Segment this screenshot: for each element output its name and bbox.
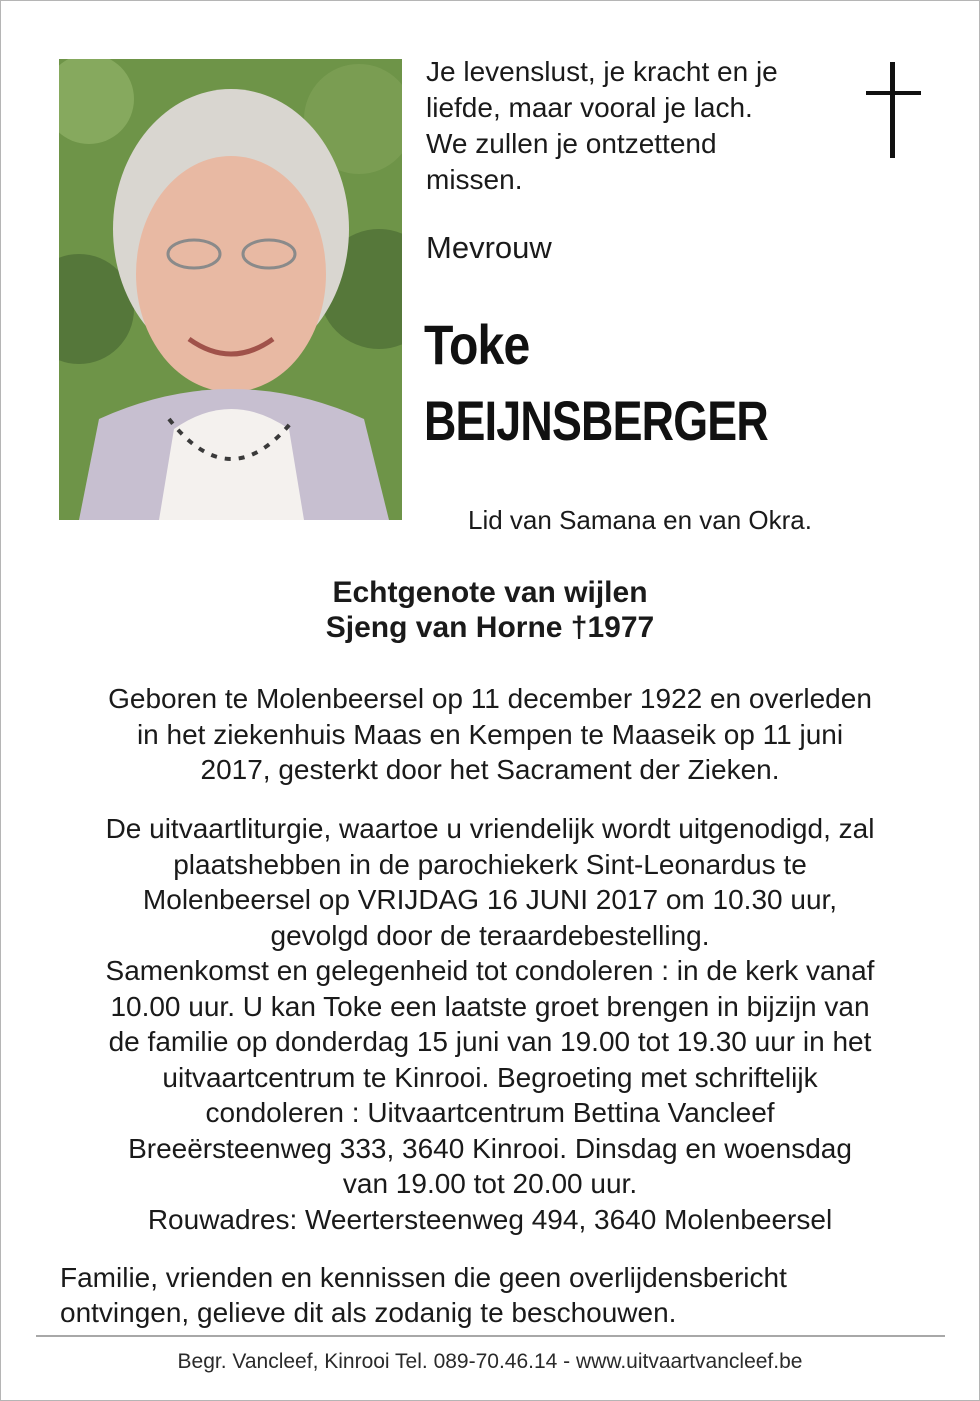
portrait-photo — [59, 59, 402, 520]
quote-line: Je levenslust, je kracht en je — [426, 56, 778, 87]
text-line: De uitvaartliturgie, waartoe u vriendelijk wordt uitgenodigd, zal — [105, 813, 875, 844]
deceased-first-name: Toke — [424, 313, 530, 376]
footer-divider — [36, 1335, 945, 1337]
text-line: Familie, vrienden en kennissen die geen overlijdensbericht — [60, 1262, 787, 1293]
closing-note — [60, 1260, 787, 1330]
quote-line: We zullen je ontzettend — [426, 128, 717, 159]
quote-line: missen. — [426, 164, 523, 195]
text-line: uitvaartcentrum te Kinrooi. Begroeting met schriftelijk — [162, 1061, 818, 1093]
birth-death-paragraph — [40, 681, 940, 788]
text-line: Rouwadres: Weertersteenweg 494, 3640 Molenbeersel — [147, 1203, 833, 1235]
text-line: Samenkomst en gelegenheid tot condoleren : in de kerk vanaf — [105, 955, 875, 986]
text-line: gevolgd door de teraardebestelling. — [270, 919, 710, 951]
text-line: Molenbeersel op VRIJDAG 16 JUNI 2017 om 10.30 uur, — [142, 884, 838, 915]
text-line: Geboren te Molenbeersel op 11 december 1922 en overleden — [108, 683, 872, 714]
funeral-home-footer: Begr. Vancleef, Kinrooi Tel. 089-70.46.14 - www.uitvaartvancleef.be — [177, 1350, 803, 1373]
funeral-details-paragraph — [40, 811, 940, 1237]
text-line: in het ziekenhuis Maas en Kempen te Maaseik op 11 juni — [136, 718, 844, 750]
text-line: plaatshebben in de parochiekerk Sint-Leonardus te — [173, 848, 807, 880]
quote-line: liefde, maar vooral je lach. — [426, 92, 753, 123]
text-line: van 19.00 tot 20.00 uur. — [342, 1168, 638, 1199]
spouse-line: Echtgenote van wijlen — [332, 576, 648, 609]
deceased-last-name: BEIJNSBERGER — [424, 389, 768, 452]
text-line: ontvingen, gelieve dit als zodanig te beschouwen. — [60, 1297, 677, 1328]
text-line: condoleren : Uitvaartcentrum Bettina Vancleef — [205, 1097, 775, 1128]
text-line: de familie op donderdag 15 juni van 19.00 tot 19.30 uur in het — [108, 1026, 872, 1057]
spouse-block — [0, 575, 980, 645]
text-line: 2017, gesterkt door het Sacrament der Zieken. — [200, 754, 780, 785]
membership-note: Lid van Samana en van Okra. — [468, 505, 812, 535]
cross-icon — [866, 62, 921, 158]
text-line: Breeërsteenweg 333, 3640 Kinrooi. Dinsdag en woensdag — [128, 1132, 852, 1164]
honorific: Mevrouw — [426, 230, 552, 265]
text-line: 10.00 uur. U kan Toke een laatste groet brengen in bijzijn van — [110, 990, 870, 1022]
spouse-line: Sjeng van Horne †1977 — [325, 611, 655, 644]
memorial-quote — [426, 54, 846, 198]
